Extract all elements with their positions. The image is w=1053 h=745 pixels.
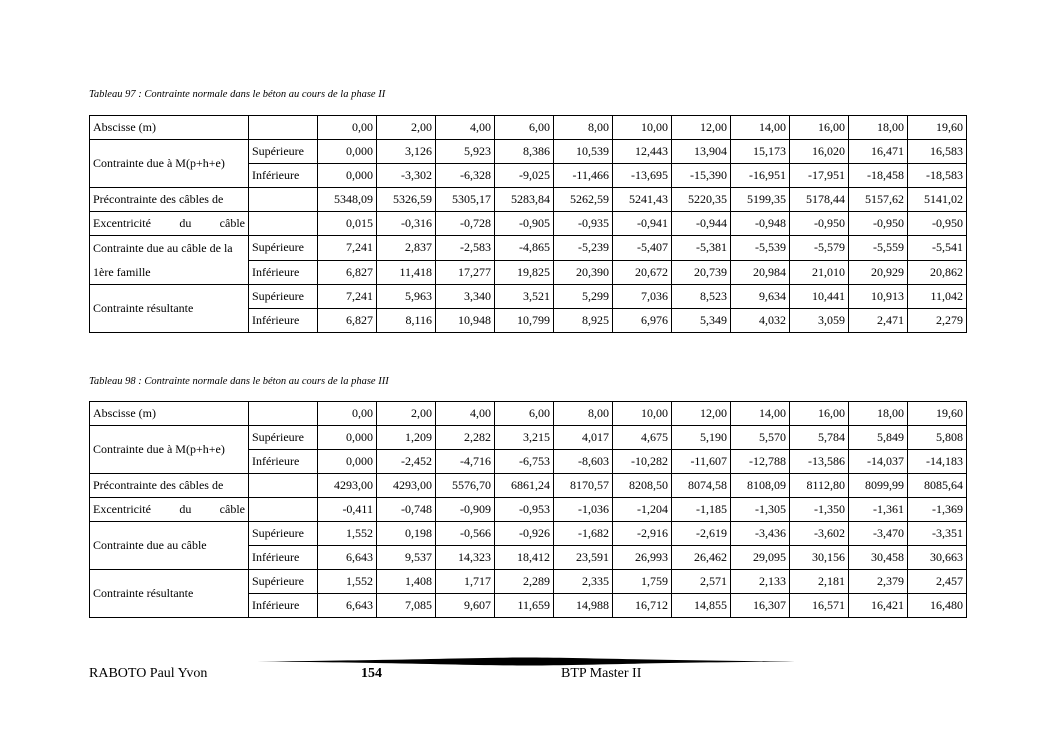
- value-cell: 11,042: [908, 285, 967, 309]
- value-cell: -8,603: [554, 450, 613, 474]
- value-cell: 3,215: [495, 426, 554, 450]
- value-cell: 5,923: [436, 140, 495, 164]
- value-cell: 29,095: [731, 546, 790, 570]
- value-cell: 8,00: [554, 402, 613, 426]
- value-cell: 2,181: [790, 570, 849, 594]
- value-cell: 18,412: [495, 546, 554, 570]
- value-cell: 8074,58: [672, 474, 731, 498]
- row-label: Excentricité du câble: [90, 212, 249, 236]
- value-cell: 8,925: [554, 309, 613, 333]
- empty-cell: [249, 474, 318, 498]
- value-cell: 5348,09: [318, 188, 377, 212]
- value-cell: 2,379: [849, 570, 908, 594]
- value-cell: 26,993: [613, 546, 672, 570]
- row-label: Contrainte due au câble: [90, 522, 249, 570]
- value-cell: -13,695: [613, 164, 672, 188]
- value-cell: 5220,35: [672, 188, 731, 212]
- value-cell: -5,539: [731, 236, 790, 261]
- value-cell: 4,675: [613, 426, 672, 450]
- value-cell: -3,436: [731, 522, 790, 546]
- abscissa-row: [90, 116, 967, 140]
- value-cell: 9,537: [377, 546, 436, 570]
- row-label: Contrainte résultante: [90, 570, 249, 618]
- stress-table-phase-2: [89, 115, 967, 333]
- value-cell: 8,386: [495, 140, 554, 164]
- value-cell: 2,457: [908, 570, 967, 594]
- value-cell: 5,190: [672, 426, 731, 450]
- empty-cell: [249, 402, 318, 426]
- value-cell: 16,471: [849, 140, 908, 164]
- value-cell: 7,241: [318, 236, 377, 261]
- value-cell: 5,570: [731, 426, 790, 450]
- empty-cell: [249, 116, 318, 140]
- value-cell: 18,00: [849, 116, 908, 140]
- row-label: Abscisse (m): [90, 116, 249, 140]
- value-cell: 6,827: [318, 260, 377, 285]
- value-cell: -2,452: [377, 450, 436, 474]
- row-label: Précontrainte des câbles de: [90, 474, 249, 498]
- value-cell: 16,00: [790, 402, 849, 426]
- value-cell: 12,00: [672, 116, 731, 140]
- value-cell: 5326,59: [377, 188, 436, 212]
- value-cell: 4293,00: [377, 474, 436, 498]
- value-cell: 19,825: [495, 260, 554, 285]
- value-cell: 0,198: [377, 522, 436, 546]
- value-cell: 10,539: [554, 140, 613, 164]
- sub-label: Supérieure: [249, 522, 318, 546]
- value-cell: 2,00: [377, 116, 436, 140]
- value-cell: 4,00: [436, 402, 495, 426]
- value-cell: -0,935: [554, 212, 613, 236]
- value-cell: 8085,64: [908, 474, 967, 498]
- sub-label: Supérieure: [249, 285, 318, 309]
- value-cell: -14,037: [849, 450, 908, 474]
- value-cell: 5157,62: [849, 188, 908, 212]
- value-cell: -18,583: [908, 164, 967, 188]
- value-cell: 16,712: [613, 594, 672, 618]
- value-cell: 4,017: [554, 426, 613, 450]
- value-cell: 26,462: [672, 546, 731, 570]
- value-cell: 20,390: [554, 260, 613, 285]
- value-cell: 14,323: [436, 546, 495, 570]
- value-cell: 3,521: [495, 285, 554, 309]
- sub-label: Supérieure: [249, 570, 318, 594]
- value-cell: 2,571: [672, 570, 731, 594]
- value-cell: -0,728: [436, 212, 495, 236]
- value-cell: -5,579: [790, 236, 849, 261]
- value-cell: -0,953: [495, 498, 554, 522]
- value-cell: 16,571: [790, 594, 849, 618]
- row-label: Précontrainte des câbles de: [90, 188, 249, 212]
- value-cell: -3,470: [849, 522, 908, 546]
- value-cell: -0,926: [495, 522, 554, 546]
- sub-label: Supérieure: [249, 140, 318, 164]
- value-cell: -0,316: [377, 212, 436, 236]
- row-label: Contrainte due à M(p+h+e): [90, 140, 249, 188]
- cable-sup-row: [90, 236, 967, 261]
- value-cell: 0,000: [318, 426, 377, 450]
- value-cell: -1,369: [908, 498, 967, 522]
- value-cell: 2,279: [908, 309, 967, 333]
- value-cell: -17,951: [790, 164, 849, 188]
- row-label: Excentricité du câble: [90, 498, 249, 522]
- value-cell: -16,951: [731, 164, 790, 188]
- value-cell: 8,00: [554, 116, 613, 140]
- value-cell: -5,541: [908, 236, 967, 261]
- sub-label: Inférieure: [249, 309, 318, 333]
- value-cell: 7,085: [377, 594, 436, 618]
- value-cell: 0,000: [318, 164, 377, 188]
- value-cell: 12,443: [613, 140, 672, 164]
- value-cell: 10,00: [613, 402, 672, 426]
- value-cell: 1,552: [318, 522, 377, 546]
- value-cell: 3,126: [377, 140, 436, 164]
- sub-label: Inférieure: [249, 594, 318, 618]
- value-cell: 8112,80: [790, 474, 849, 498]
- abscissa-row: [90, 402, 967, 426]
- value-cell: 0,000: [318, 450, 377, 474]
- eccentricity-row: [90, 498, 967, 522]
- value-cell: -5,381: [672, 236, 731, 261]
- value-cell: 2,335: [554, 570, 613, 594]
- value-cell: -0,950: [908, 212, 967, 236]
- footer-divider: [257, 657, 795, 666]
- empty-cell: [249, 498, 318, 522]
- value-cell: 19,60: [908, 402, 967, 426]
- value-cell: -3,602: [790, 522, 849, 546]
- value-cell: 3,340: [436, 285, 495, 309]
- value-cell: 14,988: [554, 594, 613, 618]
- empty-cell: [249, 188, 318, 212]
- value-cell: 8,523: [672, 285, 731, 309]
- value-cell: -0,941: [613, 212, 672, 236]
- value-cell: 7,241: [318, 285, 377, 309]
- footer-program: BTP Master II: [561, 666, 642, 681]
- sub-label: Inférieure: [249, 450, 318, 474]
- value-cell: 16,00: [790, 116, 849, 140]
- value-cell: 16,020: [790, 140, 849, 164]
- value-cell: -1,305: [731, 498, 790, 522]
- value-cell: 14,00: [731, 402, 790, 426]
- stress-table-phase-3: [89, 401, 967, 618]
- value-cell: 10,441: [790, 285, 849, 309]
- value-cell: 14,855: [672, 594, 731, 618]
- value-cell: 8108,09: [731, 474, 790, 498]
- sub-label: Supérieure: [249, 426, 318, 450]
- value-cell: 6,643: [318, 546, 377, 570]
- prestress-row: [90, 188, 967, 212]
- value-cell: -18,458: [849, 164, 908, 188]
- eccentricity-row: [90, 212, 967, 236]
- value-cell: 9,607: [436, 594, 495, 618]
- value-cell: 17,277: [436, 260, 495, 285]
- value-cell: 5,349: [672, 309, 731, 333]
- value-cell: -5,407: [613, 236, 672, 261]
- moment-sup-row: [90, 140, 967, 164]
- value-cell: 5199,35: [731, 188, 790, 212]
- value-cell: 1,408: [377, 570, 436, 594]
- resultant-sup-row: [90, 285, 967, 309]
- value-cell: -0,944: [672, 212, 731, 236]
- value-cell: 5178,44: [790, 188, 849, 212]
- empty-cell: [249, 212, 318, 236]
- value-cell: -2,619: [672, 522, 731, 546]
- value-cell: 6,00: [495, 116, 554, 140]
- value-cell: -4,716: [436, 450, 495, 474]
- value-cell: -0,566: [436, 522, 495, 546]
- value-cell: 8208,50: [613, 474, 672, 498]
- value-cell: 4,032: [731, 309, 790, 333]
- value-cell: 16,307: [731, 594, 790, 618]
- value-cell: 19,60: [908, 116, 967, 140]
- value-cell: 21,010: [790, 260, 849, 285]
- value-cell: 6,00: [495, 402, 554, 426]
- value-cell: 1,552: [318, 570, 377, 594]
- row-label: Contrainte résultante: [90, 285, 249, 333]
- sub-label: Inférieure: [249, 260, 318, 285]
- value-cell: 14,00: [731, 116, 790, 140]
- value-cell: -1,204: [613, 498, 672, 522]
- value-cell: 2,133: [731, 570, 790, 594]
- value-cell: -6,753: [495, 450, 554, 474]
- value-cell: -13,586: [790, 450, 849, 474]
- value-cell: 20,862: [908, 260, 967, 285]
- prestress-row: [90, 474, 967, 498]
- value-cell: 0,00: [318, 402, 377, 426]
- sub-label: Inférieure: [249, 164, 318, 188]
- value-cell: 12,00: [672, 402, 731, 426]
- row-label: Abscisse (m): [90, 402, 249, 426]
- value-cell: 5,808: [908, 426, 967, 450]
- value-cell: 5576,70: [436, 474, 495, 498]
- value-cell: 0,015: [318, 212, 377, 236]
- value-cell: -12,788: [731, 450, 790, 474]
- value-cell: -1,350: [790, 498, 849, 522]
- value-cell: -6,328: [436, 164, 495, 188]
- value-cell: 5,849: [849, 426, 908, 450]
- value-cell: 2,00: [377, 402, 436, 426]
- value-cell: -2,583: [436, 236, 495, 261]
- value-cell: -9,025: [495, 164, 554, 188]
- value-cell: 2,282: [436, 426, 495, 450]
- table-98-caption: Tableau 98 : Contrainte normale dans le béton au cours de la phase III: [89, 376, 389, 387]
- value-cell: -1,036: [554, 498, 613, 522]
- value-cell: 4,00: [436, 116, 495, 140]
- value-cell: -1,361: [849, 498, 908, 522]
- value-cell: 1,717: [436, 570, 495, 594]
- value-cell: 2,289: [495, 570, 554, 594]
- value-cell: 5305,17: [436, 188, 495, 212]
- value-cell: 30,663: [908, 546, 967, 570]
- cable-sup-row: [90, 522, 967, 546]
- sub-label: Inférieure: [249, 546, 318, 570]
- value-cell: 16,583: [908, 140, 967, 164]
- value-cell: 23,591: [554, 546, 613, 570]
- value-cell: 8099,99: [849, 474, 908, 498]
- value-cell: -11,607: [672, 450, 731, 474]
- value-cell: -0,748: [377, 498, 436, 522]
- value-cell: -3,351: [908, 522, 967, 546]
- value-cell: -5,559: [849, 236, 908, 261]
- value-cell: 30,458: [849, 546, 908, 570]
- value-cell: 1,759: [613, 570, 672, 594]
- row-label: Contrainte due au câble de la 1ère famille: [90, 236, 249, 285]
- value-cell: 16,480: [908, 594, 967, 618]
- value-cell: 16,421: [849, 594, 908, 618]
- value-cell: -1,185: [672, 498, 731, 522]
- value-cell: 1,209: [377, 426, 436, 450]
- value-cell: 11,418: [377, 260, 436, 285]
- value-cell: -5,239: [554, 236, 613, 261]
- value-cell: -3,302: [377, 164, 436, 188]
- row-label: Contrainte due à M(p+h+e): [90, 426, 249, 474]
- value-cell: 9,634: [731, 285, 790, 309]
- value-cell: 0,000: [318, 140, 377, 164]
- value-cell: -0,950: [849, 212, 908, 236]
- value-cell: 10,913: [849, 285, 908, 309]
- value-cell: 5,784: [790, 426, 849, 450]
- value-cell: -4,865: [495, 236, 554, 261]
- footer-author: RABOTO Paul Yvon: [89, 666, 208, 681]
- value-cell: 2,837: [377, 236, 436, 261]
- value-cell: -10,282: [613, 450, 672, 474]
- value-cell: 6,976: [613, 309, 672, 333]
- table-97-caption: Tableau 97 : Contrainte normale dans le béton au cours de la phase II: [89, 89, 386, 100]
- value-cell: 15,173: [731, 140, 790, 164]
- value-cell: 5141,02: [908, 188, 967, 212]
- page-number: 154: [361, 666, 382, 681]
- value-cell: -2,916: [613, 522, 672, 546]
- value-cell: -14,183: [908, 450, 967, 474]
- value-cell: 5,963: [377, 285, 436, 309]
- value-cell: -0,909: [436, 498, 495, 522]
- value-cell: 0,00: [318, 116, 377, 140]
- value-cell: 7,036: [613, 285, 672, 309]
- value-cell: 18,00: [849, 402, 908, 426]
- sub-label: Supérieure: [249, 236, 318, 261]
- value-cell: 10,799: [495, 309, 554, 333]
- value-cell: 5,299: [554, 285, 613, 309]
- value-cell: 5283,84: [495, 188, 554, 212]
- value-cell: -15,390: [672, 164, 731, 188]
- moment-sup-row: [90, 426, 967, 450]
- value-cell: 6,827: [318, 309, 377, 333]
- value-cell: 20,929: [849, 260, 908, 285]
- value-cell: 10,00: [613, 116, 672, 140]
- value-cell: 20,672: [613, 260, 672, 285]
- value-cell: 8170,57: [554, 474, 613, 498]
- value-cell: 8,116: [377, 309, 436, 333]
- value-cell: 13,904: [672, 140, 731, 164]
- value-cell: 20,984: [731, 260, 790, 285]
- value-cell: 6861,24: [495, 474, 554, 498]
- value-cell: 5262,59: [554, 188, 613, 212]
- resultant-sup-row: [90, 570, 967, 594]
- value-cell: 3,059: [790, 309, 849, 333]
- value-cell: 10,948: [436, 309, 495, 333]
- value-cell: 30,156: [790, 546, 849, 570]
- value-cell: 4293,00: [318, 474, 377, 498]
- value-cell: -0,948: [731, 212, 790, 236]
- value-cell: 11,659: [495, 594, 554, 618]
- value-cell: -11,466: [554, 164, 613, 188]
- value-cell: -1,682: [554, 522, 613, 546]
- value-cell: -0,411: [318, 498, 377, 522]
- value-cell: 20,739: [672, 260, 731, 285]
- value-cell: -0,950: [790, 212, 849, 236]
- value-cell: 6,643: [318, 594, 377, 618]
- value-cell: 2,471: [849, 309, 908, 333]
- value-cell: 5241,43: [613, 188, 672, 212]
- value-cell: -0,905: [495, 212, 554, 236]
